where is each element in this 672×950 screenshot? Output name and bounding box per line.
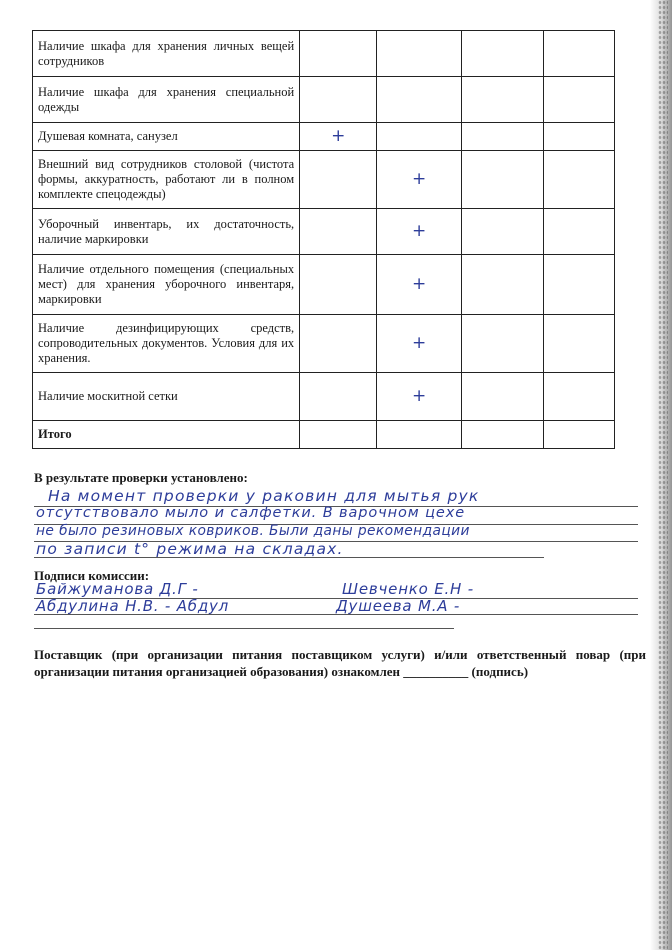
mark-cell — [300, 123, 377, 151]
commission-signature: Абдулина Н.В. - Абдул — [36, 597, 230, 615]
mark-cell — [461, 123, 543, 151]
mark-cell — [461, 255, 543, 315]
table-total-row — [33, 421, 615, 449]
criterion-cell: Наличие дезинфицирующих средств, сопроводительных документов. Условия для их хранения. — [33, 315, 300, 373]
mark-cell — [300, 209, 377, 255]
commission-signature: Шевченко Е.Н - — [342, 580, 474, 598]
mark-cell — [300, 77, 377, 123]
mark-cell — [461, 209, 543, 255]
handwritten-mark: + — [411, 168, 427, 189]
handwritten-mark: + — [411, 273, 427, 294]
table-row — [33, 209, 615, 255]
criterion-cell: Наличие отдельного помещения (специальных мест) для хранения уборочного инвентаря, маркировки — [33, 255, 300, 315]
mark-cell — [544, 421, 615, 449]
criterion-cell: Внешний вид сотрудников столовой (чистота формы, аккуратность, работают ли в полном комплекте спецодежды) — [33, 151, 300, 209]
mark-cell — [544, 77, 615, 123]
mark-cell — [300, 255, 377, 315]
supplier-text: Поставщик (при организации питания поставщиком услуги) и/или ответственный повар (при организации питания организацией образования) ознакомлен — [34, 647, 646, 679]
mark-cell — [544, 151, 615, 209]
criterion-cell: Уборочный инвентарь, их достаточность, наличие маркировки — [33, 209, 300, 255]
mark-cell — [461, 373, 543, 421]
mark-cell — [377, 421, 462, 449]
table-row — [33, 77, 615, 123]
criterion-cell: Наличие шкафа для хранения личных вещей сотрудников — [33, 31, 300, 77]
mark-cell — [377, 77, 462, 123]
mark-cell — [300, 373, 377, 421]
handwritten-result-line: по записи t° режима на складах. — [36, 540, 344, 558]
mark-cell — [544, 255, 615, 315]
commission-signature: Байжуманова Д.Г - — [36, 580, 199, 598]
mark-cell — [461, 315, 543, 373]
mark-cell — [544, 209, 615, 255]
handwritten-result-line: На момент проверки у раковин для мытья рук — [48, 487, 480, 505]
mark-cell — [377, 373, 462, 421]
handwritten-result-line: не было резиновых ковриков. Были даны рекомендации — [36, 523, 470, 539]
mark-cell — [461, 77, 543, 123]
mark-cell — [300, 151, 377, 209]
mark-cell — [300, 315, 377, 373]
table-row — [33, 315, 615, 373]
handwritten-result-line: отсутствовало мыло и салфетки. В варочном цехе — [36, 505, 466, 521]
supplier-acknowledgement — [34, 646, 646, 680]
mark-cell — [377, 209, 462, 255]
total-label: Итого — [33, 421, 300, 449]
signature-line — [34, 628, 454, 629]
mark-cell — [544, 123, 615, 151]
inspection-checklist-table — [32, 30, 615, 449]
mark-cell — [461, 31, 543, 77]
mark-cell — [377, 315, 462, 373]
criterion-cell: Наличие москитной сетки — [33, 373, 300, 421]
mark-cell — [544, 315, 615, 373]
commission-signature: Душеева М.А - — [336, 597, 461, 615]
handwritten-mark: + — [331, 125, 346, 146]
handwritten-mark: + — [411, 220, 427, 241]
mark-cell — [377, 255, 462, 315]
mark-cell — [461, 421, 543, 449]
mark-cell — [300, 421, 377, 449]
table-row — [33, 123, 615, 151]
criterion-cell: Душевая комната, санузел — [33, 123, 300, 151]
table-row — [33, 31, 615, 77]
mark-cell — [377, 31, 462, 77]
mark-cell — [544, 31, 615, 77]
mark-cell — [461, 151, 543, 209]
mark-cell — [377, 123, 462, 151]
commission-heading: Подписи комиссии: — [34, 568, 150, 583]
scan-noise-edge — [658, 0, 668, 950]
handwritten-mark: + — [411, 385, 427, 406]
table-row — [33, 373, 615, 421]
signature-label: (подпись) — [471, 664, 529, 679]
handwritten-mark: + — [411, 332, 427, 353]
mark-cell — [544, 373, 615, 421]
result-heading: В результате проверки установлено: — [34, 470, 248, 485]
signature-blank: __________ — [403, 664, 469, 679]
criterion-cell: Наличие шкафа для хранения специальной одежды — [33, 77, 300, 123]
table-row — [33, 255, 615, 315]
table-row — [33, 151, 615, 209]
mark-cell — [300, 31, 377, 77]
mark-cell — [377, 151, 462, 209]
